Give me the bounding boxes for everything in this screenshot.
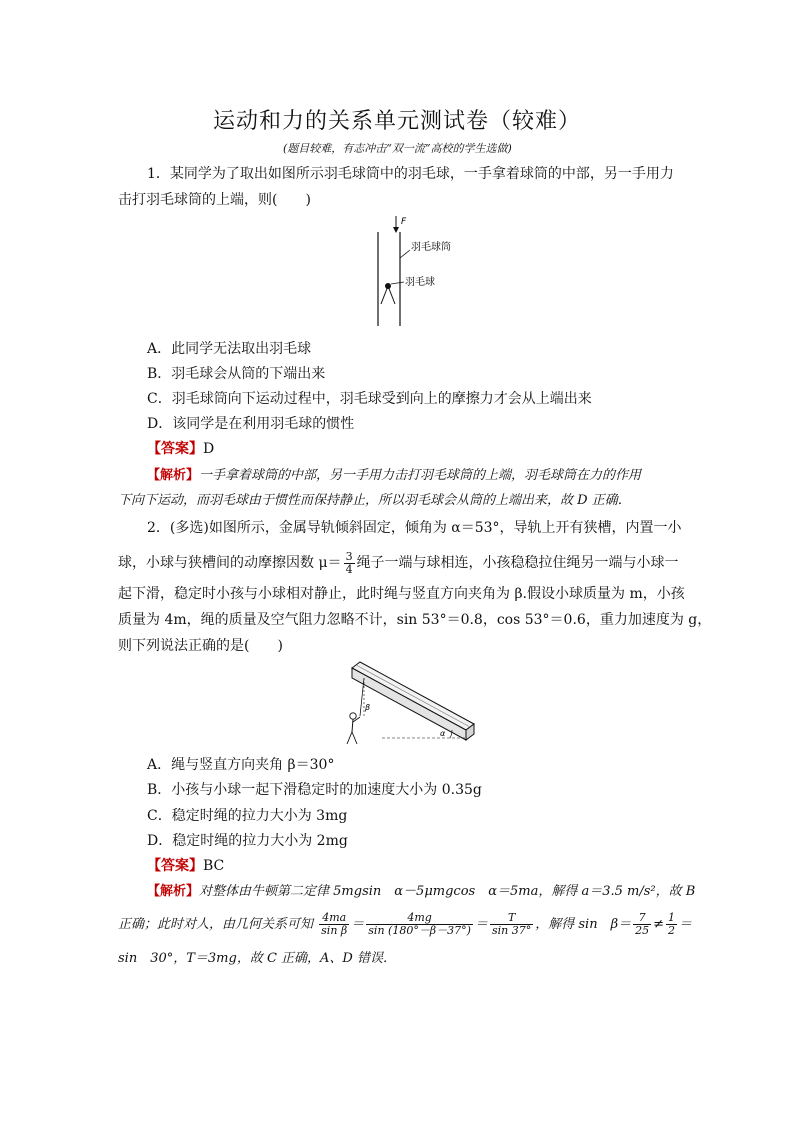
q1-stem-line1: 1．某同学为了取出如图所示羽毛球筒中的羽毛球，一手拿着球筒的中部，另一手用力 [147,166,674,182]
analysis-text: 对整体由牛顿第二定律 5mgsin α－5μmgcos α＝5ma，解得 a＝3.5 m/s²，故 B [199,884,696,899]
analysis-tag: 【解析】 [147,884,200,899]
q2-stem-line5: 则下列说法正确的是( ) [118,638,283,654]
analysis-tag: 【解析】 [147,468,200,483]
force-label: F [401,217,407,227]
ball-label: 羽毛球 [405,277,435,288]
eq-sign: ＝ [679,917,693,932]
analysis-text: 正确；此时对人，由几何关系可知 [118,917,314,932]
alpha-label: α [440,729,446,738]
tube-label: 羽毛球筒 [411,242,451,253]
analysis-text: 一手拿着球筒的中部，另一手用力击打羽毛球筒的上端，羽毛球筒在力的作用 [199,468,642,483]
q2-stem-line1: 2．(多选)如图所示，金属导轨倾斜固定，倾角为 α＝53°，导轨上开有狭槽，内置一小 [147,520,682,536]
q1-option-b: B．羽毛球会从筒的下端出来 [147,366,326,382]
answer-tag: 【答案】 [147,858,203,874]
frac-num: 7 [633,912,651,925]
q1-option-c: C．羽毛球筒向下运动过程中，羽毛球受到向上的摩擦力才会从上端出来 [147,391,592,407]
frac-den: 4 [345,562,353,576]
q2-analysis-line3: sin 30°，T＝3mg，故 C 正确，A、D 错误． [118,951,396,966]
frac-num: 1 [668,911,675,924]
q1-analysis-line1 [147,466,641,486]
q1-option-d: D．该同学是在利用羽毛球的惯性 [147,416,355,432]
fraction-4ma [319,912,349,937]
q1-option-a: A．此同学无法取出羽毛球 [147,341,312,357]
frac-num: 4mg [366,912,473,925]
frac-num: 3 [345,549,353,563]
page-title: 运动和力的关系单元测试卷（较难） [212,109,581,134]
fraction-4mg [366,912,473,937]
mu-fraction [344,551,355,576]
fraction-t [490,912,533,937]
neq-sign: ≠ [653,917,664,932]
q2-option-b: B．小孩与小球一起下滑稳定时的加速度大小为 0.35g [147,782,482,798]
frac-den: sin β [321,924,348,937]
stem-text: 绳子一端与球相连，小孩稳稳拉住绳另一端与小球一 [356,555,679,571]
q2-analysis-line1 [147,882,695,902]
q1-answer [147,439,214,459]
q2-option-c: C．稳定时绳的拉力大小为 3mg [147,808,348,824]
stem-text: 球，小球与狭槽间的动摩擦因数 μ＝ [118,555,342,571]
q2-stem-line3: 起下滑，稳定时小孩与小球相对静止，此时绳与竖直方向夹角为 β.假设小球质量为 m，小孩 [118,586,685,602]
fraction-7-25 [633,912,651,937]
q2-answer [147,856,224,876]
q2-figure-incline-rail [338,658,478,750]
frac-den: 2 [668,924,675,937]
page-subtitle: (题目较难，有志冲击“双一流”高校的学生选做) [283,142,512,155]
frac-num: 4ma [319,912,349,925]
q1-figure-shuttlecock-tube [360,212,480,330]
frac-den: sin 37° [491,924,532,937]
q2-option-a: A．绳与竖直方向夹角 β＝30° [147,757,335,773]
fraction-1-2 [666,912,677,937]
frac-den: sin (180°－β－37°) [368,924,471,937]
beta-label: β [365,703,371,712]
answer-value: BC [203,858,225,874]
analysis-text: ，解得 sin β＝ [535,917,632,932]
frac-num: T [490,912,533,925]
q1-stem-line2: 击打羽毛球筒的上端，则( ) [118,192,311,208]
q2-analysis-line2: 正确；此时对人，由几何关系可知 $\frac{4ma}{\text{sin β}}$ ＝ $\frac{4mg}{\sin (180^\circ-\beta-37^\circ)}$ ＝ $\frac{T}{\sin 37^\circ}$ ，解得 sin β＝ $\frac{7}{25}$ ≠ $\frac{1}{2}$ ＝ [118,911,693,937]
q2-stem-line4: 质量为 4m，绳的质量及空气阻力忽略不计，sin 53°＝0.8，cos 53°＝0.6，重力加速度为 g， [118,612,712,628]
q2-option-d: D．稳定时绳的拉力大小为 2mg [147,833,348,849]
q2-stem-line2 [118,548,679,578]
answer-tag: 【答案】 [147,441,203,457]
answer-value: D [203,441,215,457]
q1-analysis-line2: 下向下运动，而羽毛球由于惯性而保持静止，所以羽毛球会从筒的上端出来，故 D 正确． [118,493,631,508]
frac-den: 25 [635,924,650,937]
